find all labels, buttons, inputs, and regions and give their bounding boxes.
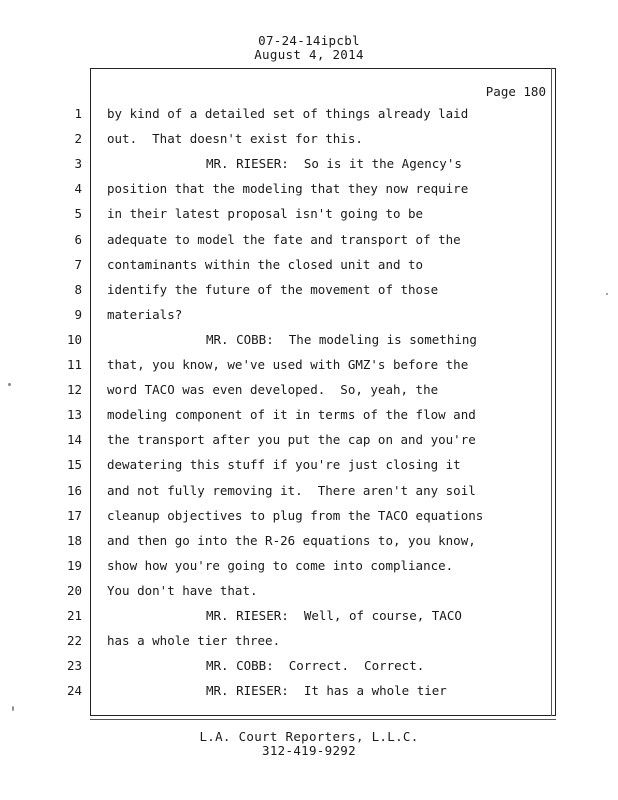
reporter-phone: 312-419-9292	[262, 743, 356, 758]
transcript-line	[0, 457, 618, 477]
line-text: word TACO was even developed. So, yeah, the	[107, 382, 439, 398]
line-text: You don't have that.	[107, 582, 258, 598]
transcript-line	[0, 181, 618, 201]
line-number: 21	[66, 608, 82, 623]
transcript-line	[0, 483, 618, 503]
line-text: identify the future of the movement of those	[107, 281, 439, 297]
transcript-line	[0, 131, 618, 151]
frame-bottom-rule	[90, 719, 556, 720]
transcript-line	[0, 307, 618, 327]
line-number: 9	[74, 306, 82, 322]
line-text: by kind of a detailed set of things already laid	[107, 106, 469, 121]
line-text: MR. COBB: The modeling is something	[206, 331, 477, 347]
transcript-line	[0, 558, 618, 578]
line-number: 23	[66, 658, 82, 674]
transcript-line	[0, 407, 618, 427]
line-text: and then go into the R-26 equations to, you know,	[107, 532, 476, 548]
line-number: 12	[66, 382, 82, 398]
transcript-line	[0, 533, 618, 553]
transcript-line	[0, 633, 618, 653]
line-number: 4	[74, 181, 82, 197]
line-text: adequate to model the fate and transport of the	[107, 231, 461, 247]
transcript-line	[0, 583, 618, 603]
line-text: MR. COBB: Correct. Correct.	[206, 658, 425, 674]
line-number: 15	[66, 457, 82, 473]
line-number: 16	[66, 482, 82, 498]
line-number: 18	[66, 532, 82, 548]
line-text: in their latest proposal isn't going to be	[107, 206, 424, 222]
transcript-line	[0, 206, 618, 226]
line-number: 8	[74, 281, 82, 297]
line-text: MR. RIESER: Well, of course, TACO	[206, 608, 462, 623]
transcript-line	[0, 508, 618, 528]
transcript-line	[0, 257, 618, 277]
transcript-date: August 4, 2014	[254, 47, 364, 62]
transcript-line	[0, 658, 618, 678]
line-text: cleanup objectives to plug from the TACO equations	[107, 507, 484, 523]
line-text: MR. RIESER: So is it the Agency's	[206, 156, 462, 172]
transcript-line	[0, 232, 618, 252]
scan-speck	[12, 706, 14, 711]
line-number: 22	[66, 633, 82, 649]
line-number: 14	[66, 432, 82, 448]
transcript-line	[0, 608, 618, 628]
line-text: show how you're going to come into compliance.	[107, 557, 454, 573]
transcript-case-id: 07-24-14ipcbl	[258, 33, 360, 48]
transcript-line	[0, 683, 618, 703]
line-number: 20	[66, 582, 82, 598]
reporter-company: L.A. Court Reporters, L.L.C.	[199, 729, 419, 744]
line-number: 7	[74, 256, 82, 272]
line-text: modeling component of it in terms of the flow and	[107, 407, 476, 423]
line-text: MR. RIESER: It has a whole tier	[206, 683, 447, 699]
line-number: 17	[66, 507, 82, 523]
line-text: contaminants within the closed unit and to	[107, 256, 424, 272]
line-text: position that the modeling that they now require	[107, 181, 469, 197]
page-number-label: Page 180	[485, 84, 546, 99]
transcript-line	[0, 106, 618, 126]
line-number: 13	[66, 407, 82, 423]
line-text: dewatering this stuff if you're just closing it	[107, 457, 461, 473]
scan-speck	[8, 383, 11, 386]
line-text: has a whole tier three.	[107, 633, 281, 649]
line-number: 5	[74, 206, 82, 222]
line-number: 19	[66, 557, 82, 573]
line-text: the transport after you put the cap on and you're	[107, 432, 476, 448]
transcript-line	[0, 357, 618, 377]
transcript-line	[0, 332, 618, 352]
line-number: 11	[66, 357, 82, 372]
line-text: that, you know, we've used with GMZ's before the	[107, 357, 469, 372]
transcript-line	[0, 382, 618, 402]
transcript-line	[0, 432, 618, 452]
line-number: 24	[66, 683, 82, 699]
line-number: 10	[66, 331, 82, 347]
transcript-line	[0, 156, 618, 176]
scan-speck	[606, 293, 608, 295]
line-text: out. That doesn't exist for this.	[107, 131, 363, 147]
line-text: and not fully removing it. There aren't any soil	[107, 482, 476, 498]
line-number: 2	[74, 131, 82, 147]
line-number: 1	[74, 106, 82, 121]
line-text: materials?	[107, 306, 183, 322]
line-number: 6	[74, 231, 82, 247]
line-number: 3	[74, 156, 82, 172]
transcript-line	[0, 282, 618, 302]
